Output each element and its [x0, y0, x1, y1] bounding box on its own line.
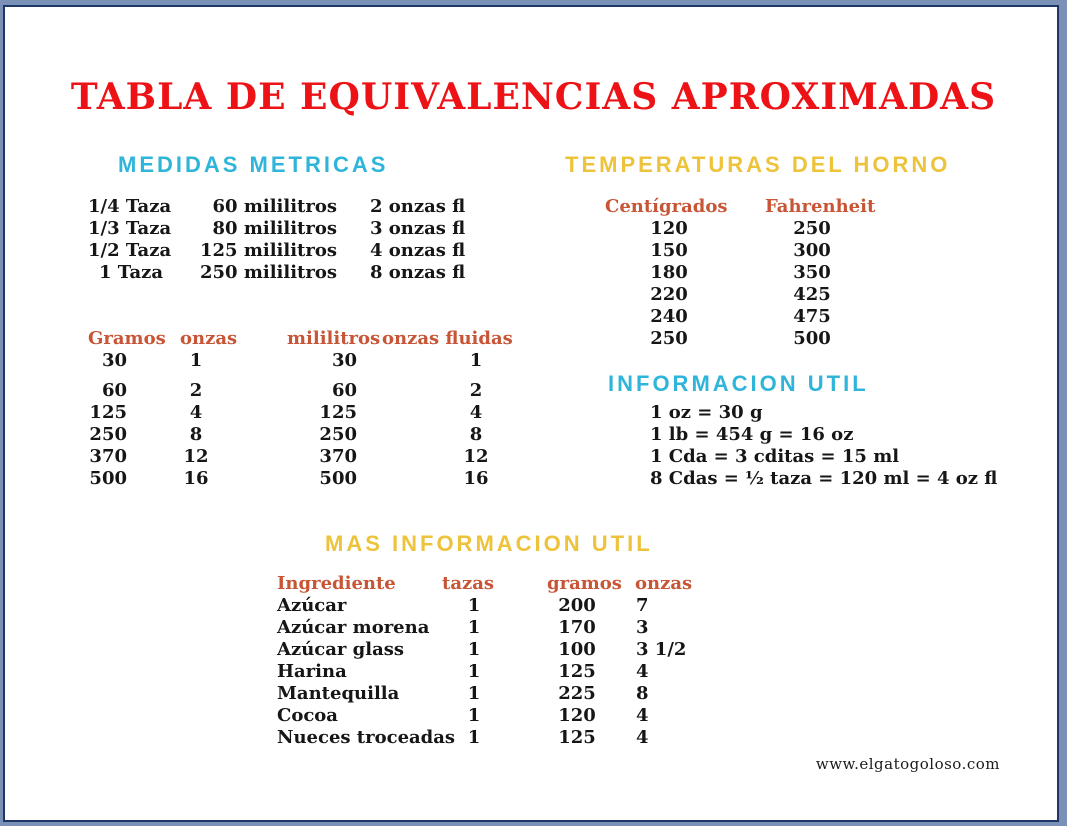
cell-ml: 250	[319, 424, 357, 445]
cell-oz: 8	[189, 424, 203, 445]
cell-oz: 8	[636, 683, 649, 704]
table-row	[88, 196, 518, 218]
cell-grams: 125	[558, 727, 596, 748]
cell-cups: 1	[467, 595, 481, 616]
table-row	[88, 262, 518, 284]
cell-grams: 125	[89, 402, 127, 423]
cell-ml: 125 mililitros	[199, 240, 337, 261]
column-header: tazas	[442, 573, 494, 594]
cell-celsius: 250	[650, 328, 688, 349]
cell-floz: 12	[463, 446, 489, 467]
table-row	[605, 218, 885, 240]
column-header: Gramos	[88, 328, 166, 349]
cell-floz: 8 onzas fl	[370, 262, 466, 283]
column-header: gramos	[547, 573, 622, 594]
conversion-table	[88, 350, 518, 490]
cell-grams: 120	[558, 705, 596, 726]
cell-ingredient: Mantequilla	[277, 683, 400, 704]
table-row	[605, 306, 885, 328]
cell-cups: 1	[467, 639, 481, 660]
cell-floz: 1	[469, 350, 483, 371]
cell-oz: 16	[183, 468, 209, 489]
cell-cups: 1	[467, 683, 481, 704]
cell-grams: 30	[101, 350, 127, 371]
website-url: www.elgatogoloso.com	[815, 755, 1000, 773]
cell-ml: 60 mililitros	[212, 196, 337, 217]
cell-ingredient: Azúcar morena	[277, 617, 430, 638]
cell-grams: 225	[558, 683, 596, 704]
cell-oz: 7	[636, 595, 649, 616]
cell-fahrenheit: 425	[793, 284, 831, 305]
cell-fahrenheit: 350	[793, 262, 831, 283]
cell-floz: 8	[469, 424, 483, 445]
cell-ingredient: Harina	[277, 661, 347, 682]
cell-cup: 1/3 Taza	[88, 218, 172, 239]
column-header: mililitros	[287, 328, 381, 349]
ingredient-table-header	[277, 573, 737, 595]
cell-ml: 500	[319, 468, 357, 489]
cell-floz: 4	[469, 402, 483, 423]
table-row	[605, 262, 885, 284]
table-row	[277, 705, 737, 727]
column-header: Ingrediente	[277, 573, 396, 594]
cell-floz: 3 onzas fl	[370, 218, 466, 239]
cell-ml: 125	[319, 402, 357, 423]
oven-temp-table	[605, 218, 885, 350]
heading-temperaturas-horno: TEMPERATURAS DEL HORNO	[565, 152, 951, 177]
cell-ingredient: Nueces troceadas	[277, 727, 456, 748]
table-row	[277, 683, 737, 705]
table-row	[88, 402, 518, 424]
heading-mas-informacion-util: MAS INFORMACION UTIL	[325, 531, 653, 556]
cell-ml: 30	[331, 350, 357, 371]
table-row	[88, 350, 518, 372]
cell-ml: 370	[319, 446, 357, 467]
oven-temp-table-header	[605, 196, 885, 218]
cell-floz: 16	[463, 468, 489, 489]
cell-grams: 250	[89, 424, 127, 445]
cell-cup: 1 Taza	[98, 262, 163, 283]
ingredient-table	[277, 595, 737, 749]
cell-celsius: 220	[650, 284, 688, 305]
cell-ml: 250 mililitros	[199, 262, 337, 283]
cell-oz: 4	[636, 661, 649, 682]
column-header: onzas	[635, 573, 693, 594]
cell-celsius: 180	[650, 262, 688, 283]
cell-ingredient: Azúcar	[277, 595, 347, 616]
cell-fahrenheit: 250	[793, 218, 831, 239]
list-item: 8 Cdas = ½ taza = 120 ml = 4 oz fl	[650, 468, 998, 489]
cell-cups: 1	[467, 727, 481, 748]
table-row	[88, 380, 518, 402]
column-header: Centígrados	[605, 196, 728, 217]
cell-celsius: 150	[650, 240, 688, 261]
cell-cups: 1	[467, 617, 481, 638]
cell-grams: 100	[558, 639, 596, 660]
cup-conversion-table	[88, 196, 518, 284]
cell-ingredient: Azúcar glass	[277, 639, 405, 660]
table-row	[605, 328, 885, 350]
cell-fahrenheit: 500	[793, 328, 831, 349]
cell-ml: 80 mililitros	[212, 218, 337, 239]
table-row	[88, 218, 518, 240]
table-row	[605, 240, 885, 262]
cell-ml: 60	[331, 380, 357, 401]
table-row	[88, 468, 518, 490]
cell-floz: 2 onzas fl	[370, 196, 466, 217]
table-row	[277, 727, 737, 749]
cell-floz: 4 onzas fl	[370, 240, 466, 261]
column-header: onzas fluidas	[382, 328, 513, 349]
heading-informacion-util: INFORMACION UTIL	[608, 371, 869, 396]
cell-celsius: 240	[650, 306, 688, 327]
cell-oz: 1	[189, 350, 203, 371]
cell-oz: 12	[183, 446, 209, 467]
cell-cups: 1	[467, 705, 481, 726]
cell-oz: 4	[636, 705, 649, 726]
cell-grams: 200	[558, 595, 596, 616]
heading-medidas-metricas: MEDIDAS METRICAS	[118, 152, 389, 177]
cell-fahrenheit: 300	[793, 240, 831, 261]
list-item: 1 Cda = 3 cditas = 15 ml	[650, 446, 900, 467]
table-row	[277, 617, 737, 639]
cell-cups: 1	[467, 661, 481, 682]
cell-grams: 170	[558, 617, 596, 638]
cell-celsius: 120	[650, 218, 688, 239]
conversion-table-header	[88, 328, 518, 350]
cell-grams: 500	[89, 468, 127, 489]
cell-cup: 1/4 Taza	[88, 196, 172, 217]
table-row	[88, 446, 518, 468]
table-row	[605, 284, 885, 306]
cell-oz: 4	[636, 727, 649, 748]
cell-cup: 1/2 Taza	[88, 240, 172, 261]
column-header: onzas	[180, 328, 238, 349]
page-title: TABLA DE EQUIVALENCIAS APROXIMADAS	[70, 76, 997, 118]
cell-ingredient: Cocoa	[277, 705, 338, 726]
cell-oz: 4	[189, 402, 203, 423]
cell-oz: 3	[636, 617, 649, 638]
table-row	[88, 424, 518, 446]
cell-fahrenheit: 475	[793, 306, 831, 327]
table-row	[277, 639, 737, 661]
table-row	[277, 595, 737, 617]
list-item: 1 lb = 454 g = 16 oz	[650, 424, 854, 445]
column-header: Fahrenheit	[765, 196, 876, 217]
cell-grams: 60	[101, 380, 127, 401]
cell-floz: 2	[469, 380, 483, 401]
cell-grams: 370	[89, 446, 127, 467]
cell-oz: 2	[189, 380, 203, 401]
table-row	[88, 240, 518, 262]
table-row	[277, 661, 737, 683]
info-util-list	[650, 402, 997, 490]
cell-oz: 3 1/2	[636, 639, 687, 660]
list-item: 1 oz = 30 g	[650, 402, 763, 423]
cell-grams: 125	[558, 661, 596, 682]
